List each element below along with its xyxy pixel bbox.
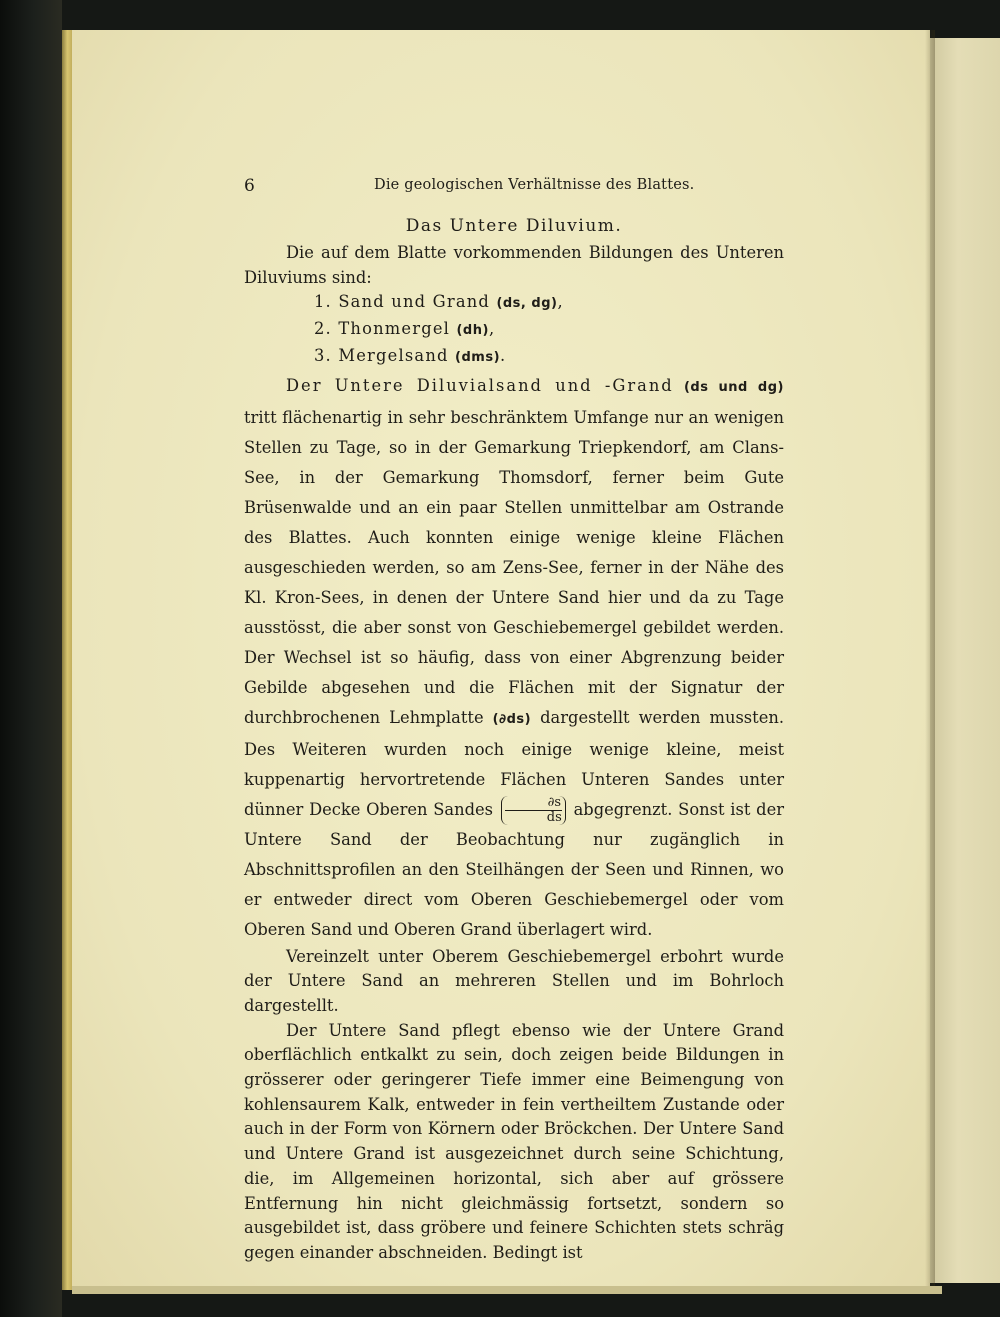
paragraph-unterer-diluvialsand: Der Untere Diluvialsand und -Grand (ds und dg) tritt flächenartig in sehr beschränktem Umfange nur an wenigen Stellen zu Tage, so in der Gemarkung Triepkendorf, am Clans-See, in der Gemarkung Thomsdorf, ferner beim Gute Brüsenwalde und an ein paar Stellen unmittelbar am Ostrande des Blattes. Auch konnten einige wenige kleine Flächen ausgeschieden werden, so am Zens-See, ferner in der Nähe des Kl. Kron-Sees, in denen der Untere Sand hier und da zu Tage ausstösst, die aber sonst von Geschiebemergel gebildet werden. Der Wechsel ist so häufig, dass von einer Abgrenzung beider Gebilde abgesehen und die Flächen mit der Signatur der durchbrochenen Lehmplatte (∂ds) dargestellt werden mussten. Des Weiteren wurden noch einige wenige kleine, meist kuppenartig hervortretende Flächen Unteren Sandes unter dünner Decke Oberen Sandes $\frac{\partial s}{ds}$ abgegrenzt. Sonst ist der Untere Sand der Beobachtung nur zugänglich in Abschnittsprofilen an den Steilhängen der Seen und Rinnen, wo er entweder direct vom Oberen Geschiebemergel oder vom Oberen Sand und Oberen Grand überlagert wird. [244, 375, 784, 939]
page-bottom-edge [72, 1286, 942, 1294]
gutter-shadow [925, 30, 935, 1290]
section-heading: Das Untere Diluvium. [405, 216, 623, 236]
adjacent-page-edge [930, 38, 1000, 1283]
map-signature: (ds und dg) [683, 379, 784, 395]
map-signature: (∂ds) [492, 711, 532, 727]
map-signature: (dms) [455, 349, 501, 365]
intro-paragraph: Die auf dem Blatte vorkommenden Bildungen des Unteren Diluviums sind: [244, 243, 784, 287]
book-binding [0, 0, 62, 1317]
list-item: 1. Sand und Grand (ds, dg), [314, 292, 564, 312]
page-number: 6 [244, 176, 256, 196]
running-title: Die geologischen Verhältnisse des Blattes. [374, 177, 695, 193]
paragraph-bohrung: Vereinzelt unter Oberem Geschiebemergel erbohrt wurde der Untere Sand an mehreren Stellen und im Bohrloch dargestellt. [244, 946, 784, 1015]
formation-list [244, 290, 784, 370]
signature-fraction: $\frac{\partial s}{ds}$ [501, 796, 566, 825]
list-item: 3. Mergelsand (dms). [314, 345, 507, 365]
list-item: 2. Thonmergel (dh), [314, 319, 496, 339]
page-text-block [244, 176, 784, 1266]
paragraph-entkalkung: Der Untere Sand pflegt ebenso wie der Untere Grand oberflächlich entkalkt zu sein, doch zeigen beide Bildungen in grösserer oder geringerer Tiefe immer eine Beimengung von kohlensaurem Kalk, entweder in fein vertheiltem Zustande oder auch in der Form von Körnern oder Bröckchen. Der Untere Sand und Untere Grand ist ausgezeichnet durch seine Schichtung, die, im Allgemeinen horizontal, sich aber auf grössere Entfernung hin nicht gleichmässig fortsetzt, sondern so ausgebildet ist, dass gröbere und feinere Schichten stets schräg gegen einander abschneiden. Bedingt ist [244, 1020, 784, 1262]
running-head [244, 176, 784, 198]
paragraph-lead: Der Untere Diluvialsand und -Grand [286, 375, 674, 395]
map-signature: (ds, dg) [496, 296, 558, 312]
map-signature: (dh) [456, 323, 489, 339]
